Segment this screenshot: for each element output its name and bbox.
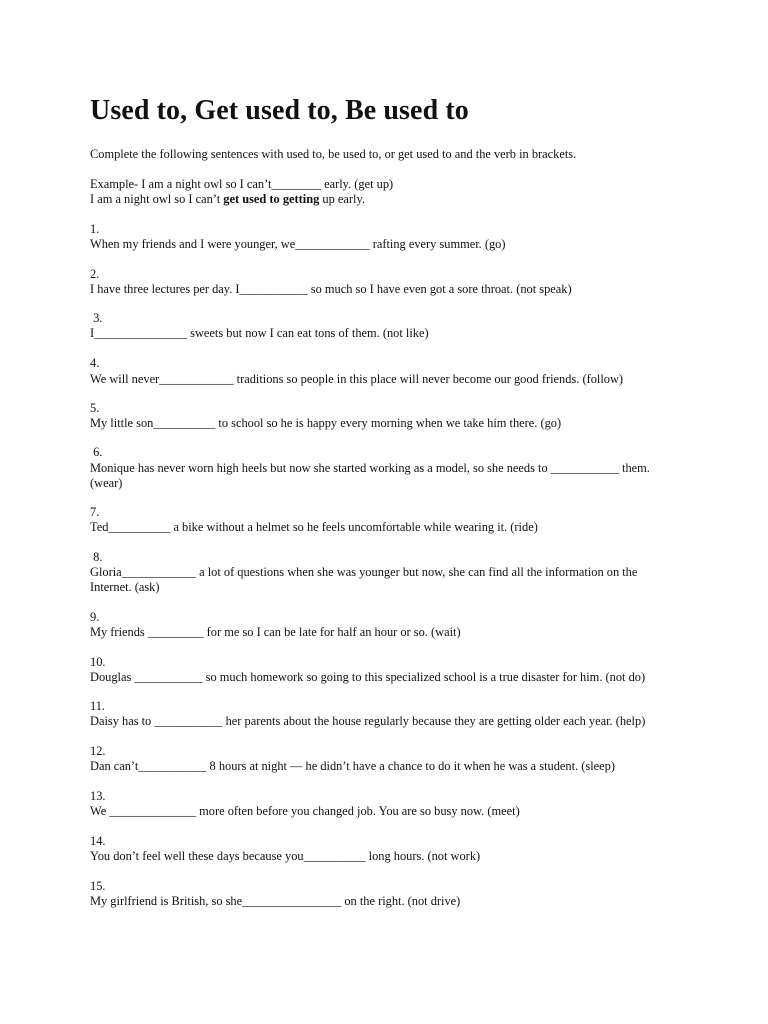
item-text-15: My girlfriend is British, so she________________ on the right. (not drive) [90,894,461,908]
example-line-1: Example- I am a night owl so I can’t________ early. (get up) [90,177,394,191]
item-text-11: Daisy has to ___________ her parents about the house regularly because they are getting older each year. (help) [90,714,646,728]
item-number-14: 14. [90,834,106,848]
item-text-6: Monique has never worn high heels but now she started working as a model, so she needs to ___________ them. (wear) [90,461,650,490]
item-number-15: 15. [90,879,106,893]
item-text-12: Dan can’t___________ 8 hours at night — he didn’t have a chance to do it when he was a student. (sleep) [90,759,615,773]
item-text-3: I_______________ sweets but now I can eat tons of them. (not like) [90,326,429,340]
item-text-7: Ted__________ a bike without a helmet so he feels uncomfortable while wearing it. (ride) [90,520,538,534]
item-number-8: 8. [90,550,103,564]
item-text-5: My little son__________ to school so he is happy every morning when we take him there. (go) [90,416,562,430]
item-number-11: 11. [90,699,106,713]
page-title: Used to, Get used to, Be used to [90,95,469,126]
item-text-2: I have three lectures per day. I___________ so much so I have even got a sore throat. (not speak) [90,282,572,296]
item-text-9: My friends _________ for me so I can be late for half an hour or so. (wait) [90,625,461,639]
item-number-1: 1. [90,222,100,236]
item-number-7: 7. [90,505,100,519]
item-text-13: We ______________ more often before you changed job. You are so busy now. (meet) [90,804,520,818]
item-number-3: 3. [90,311,103,325]
item-number-5: 5. [90,401,100,415]
item-text-14: You don’t feel well these days because you__________ long hours. (not work) [90,849,481,863]
item-text-4: We will never____________ traditions so people in this place will never become our good friends. (follow) [90,372,624,386]
item-number-6: 6. [90,445,103,459]
item-number-13: 13. [90,789,106,803]
example-answer-bold: get used to getting [223,192,320,206]
example-answer-suffix: up early. [319,192,365,206]
item-text-10: Douglas ___________ so much homework so going to this specialized school is a true disaster for him. (not do) [90,670,646,684]
item-number-12: 12. [90,744,106,758]
item-text-1: When my friends and I were younger, we____________ rafting every summer. (go) [90,237,506,251]
example-line-2 [90,192,365,207]
item-number-10: 10. [90,655,106,669]
item-text-8: Gloria____________ a lot of questions when she was younger but now, she can find all the information on the Internet. (ask) [90,565,638,594]
item-number-4: 4. [90,356,100,370]
item-number-2: 2. [90,267,100,281]
item-number-9: 9. [90,610,100,624]
instructions: Complete the following sentences with used to, be used to, or get used to and the verb in brackets. [90,147,577,161]
example-answer-prefix: I am a night owl so I can’t [90,192,224,206]
